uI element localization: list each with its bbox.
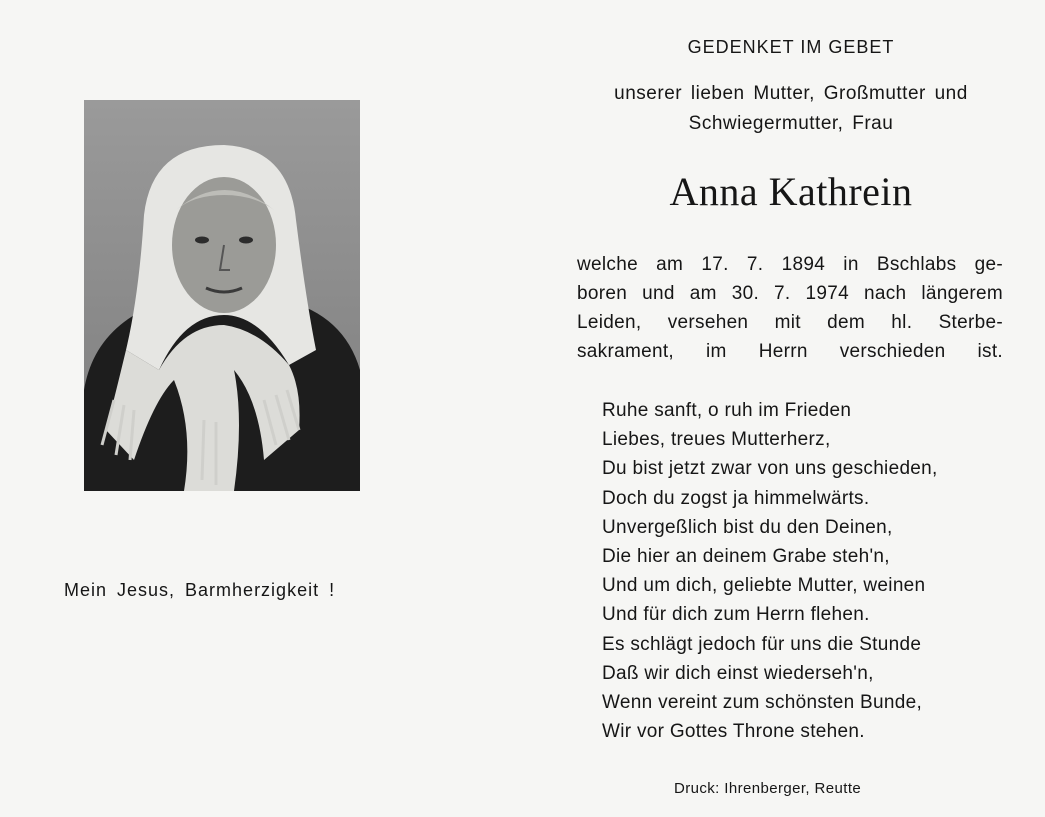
prayer-caption: Mein Jesus, Barmherzigkeit ! — [64, 580, 336, 600]
memorial-poem — [602, 396, 1022, 746]
poem-line: Es schlägt jedoch für uns die Stunde — [602, 633, 922, 655]
deceased-name: Anna Kathrein — [669, 169, 913, 214]
intro-text — [566, 79, 1016, 139]
poem-line: Und um dich, geliebte Mutter, weinen — [602, 575, 926, 597]
bio-line: sakrament, im Herrn verschieden ist. — [577, 341, 1003, 362]
poem-line: Doch du zogst ja himmelwärts. — [602, 487, 870, 509]
poem-line: Unvergeßlich bist du den Deinen, — [602, 516, 893, 538]
printer-credit: Druck: Ihrenberger, Reutte — [674, 780, 862, 797]
bio-line: welche am 17. 7. 1894 in Bschlabs ge- — [577, 254, 1003, 275]
poem-line: Liebes, treues Mutterherz, — [602, 429, 831, 451]
poem-line: Die hier an deinem Grabe steh'n, — [602, 546, 890, 568]
poem-line: Wenn vereint zum schönsten Bunde, — [602, 692, 923, 714]
poem-line: Ruhe sanft, o ruh im Frieden — [602, 400, 852, 421]
intro-line: unserer lieben Mutter, Großmutter und — [614, 83, 968, 104]
biography — [577, 250, 1003, 366]
bio-line: boren und am 30. 7. 1974 nach längerem — [577, 283, 1003, 304]
bio-line: Leiden, versehen mit dem hl. Sterbe- — [577, 312, 1003, 333]
poem-line: Daß wir dich einst wiederseh'n, — [602, 662, 874, 684]
intro-line: Schwiegermutter, Frau — [688, 113, 894, 134]
poem-line: Und für dich zum Herrn flehen. — [602, 604, 870, 626]
portrait-photo — [84, 100, 360, 491]
memorial-heading: GEDENKET IM GEBET — [687, 37, 895, 57]
poem-line: Wir vor Gottes Throne stehen. — [602, 721, 865, 743]
portrait-image — [84, 100, 360, 491]
poem-line: Du bist jetzt zwar von uns geschieden, — [602, 458, 938, 480]
